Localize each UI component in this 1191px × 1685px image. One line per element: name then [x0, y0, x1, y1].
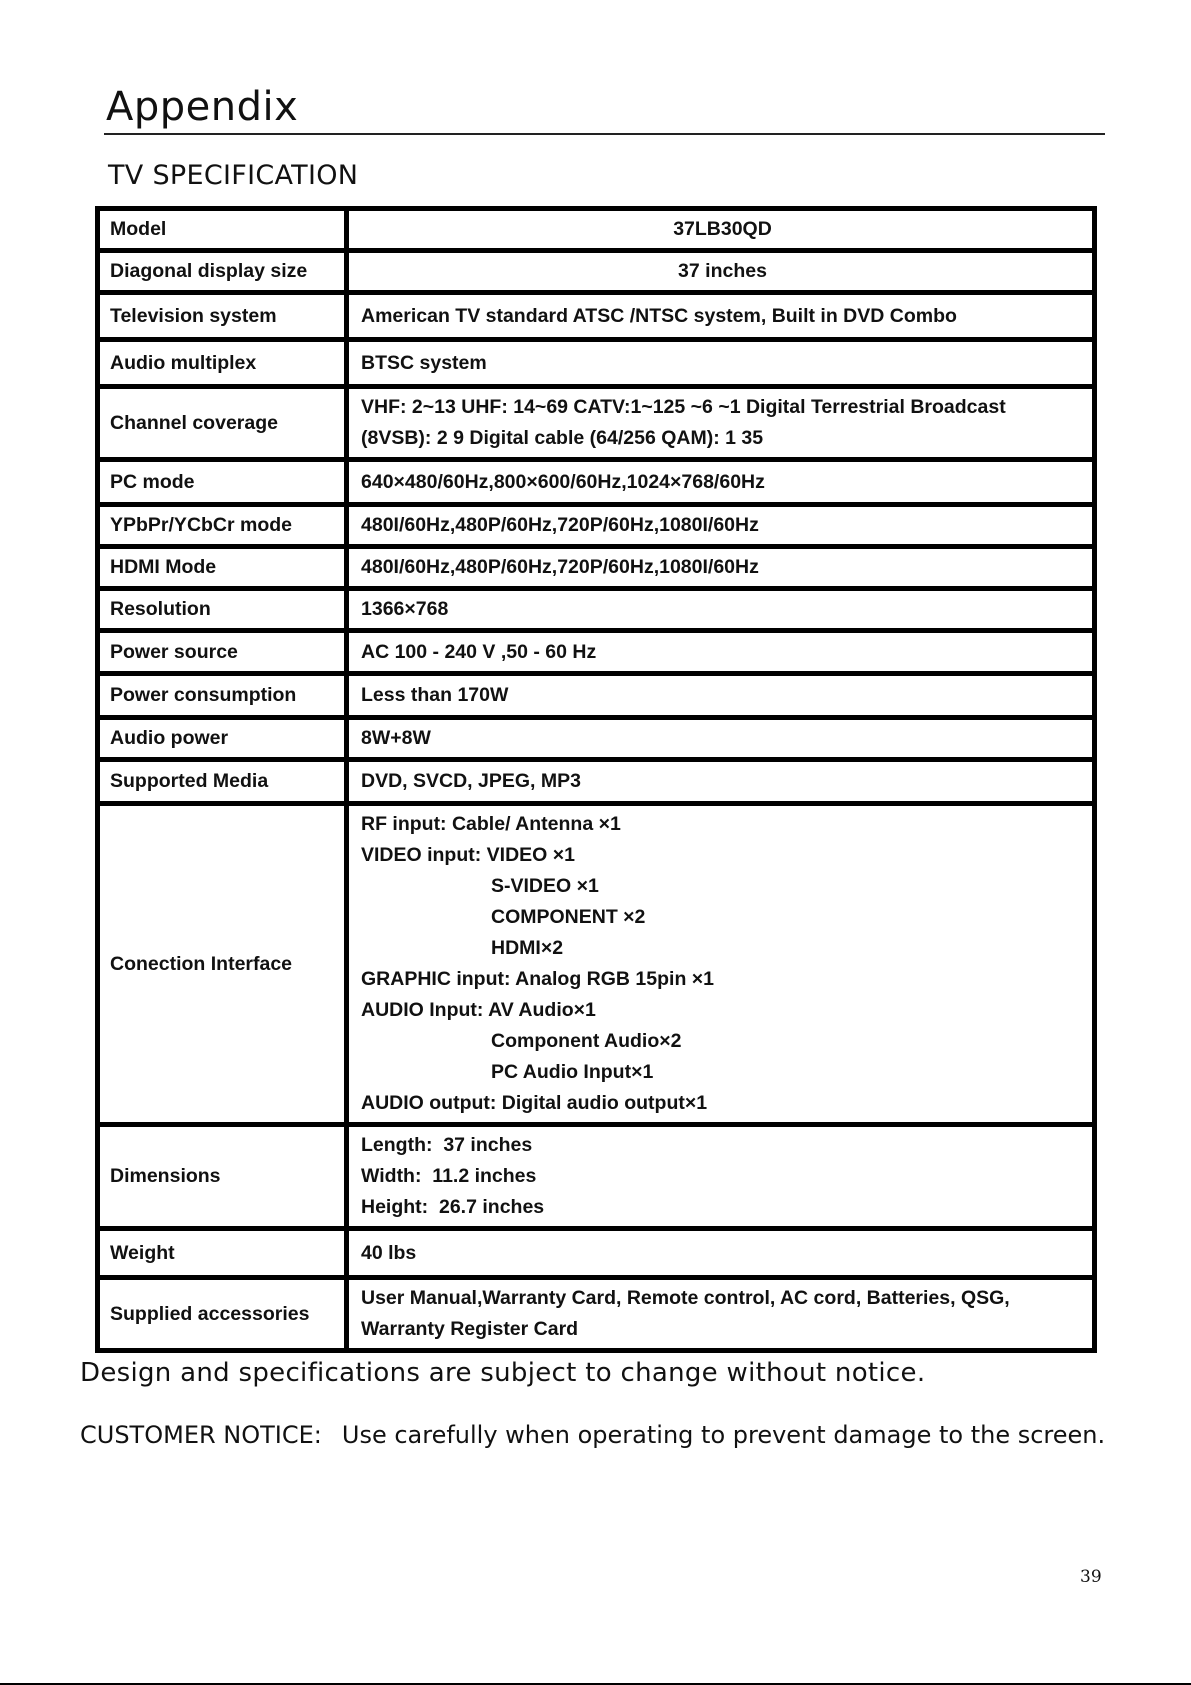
spec-row-supplied-accessories	[98, 1278, 1095, 1351]
spec-label: HDMI Mode	[98, 547, 347, 589]
spec-value-line: COMPONENT ×2	[491, 906, 646, 928]
spec-table	[95, 206, 1097, 1353]
spec-value	[347, 804, 1095, 1125]
page-number: 39	[1080, 1567, 1102, 1587]
spec-row-diagonal-display-size	[98, 251, 1095, 293]
spec-value	[347, 293, 1095, 340]
spec-value-line: RF input: Cable/ Antenna ×1	[361, 813, 621, 835]
spec-value	[347, 1278, 1095, 1351]
spec-value-line: VIDEO input: VIDEO ×1	[361, 844, 575, 866]
customer-notice-text: Use carefully when operating to prevent damage to the screen.	[341, 1421, 1106, 1449]
customer-notice-label: CUSTOMER NOTICE:	[80, 1421, 322, 1449]
spec-label: Television system	[98, 293, 347, 340]
spec-value-line: 480I/60Hz,480P/60Hz,720P/60Hz,1080I/60Hz	[361, 556, 759, 578]
spec-value-line: (8VSB): 2 9 Digital cable (64/256 QAM): 1 35	[361, 427, 764, 449]
spec-row-supported-media	[98, 760, 1095, 804]
spec-label: Power source	[98, 631, 347, 674]
spec-value-line: HDMI×2	[491, 937, 564, 959]
spec-value-line: VHF: 2~13 UHF: 14~69 CATV:1~125 ~6 ~1 Digital Terrestrial Broadcast	[361, 396, 1006, 418]
spec-value	[347, 340, 1095, 387]
spec-value	[347, 1229, 1095, 1278]
spec-row-pc-mode	[98, 460, 1095, 505]
spec-value-line: Warranty Register Card	[361, 1318, 579, 1340]
spec-value-line: PC Audio Input×1	[491, 1061, 654, 1083]
spec-label: Conection Interface	[98, 804, 347, 1125]
spec-value	[347, 631, 1095, 674]
spec-row-resolution	[98, 589, 1095, 631]
spec-label: Dimensions	[98, 1125, 347, 1229]
section-title: TV SPECIFICATION	[108, 160, 359, 191]
spec-label: Power consumption	[98, 674, 347, 718]
spec-value-line: AC 100 - 240 V ,50 - 60 Hz	[361, 640, 597, 663]
spec-row-model	[98, 209, 1095, 251]
spec-label: YPbPr/YCbCr mode	[98, 505, 347, 547]
spec-label: PC mode	[98, 460, 347, 505]
spec-row-connection-interface	[98, 804, 1095, 1125]
spec-value-line: User Manual,Warranty Card, Remote control, AC cord, Batteries, QSG,	[361, 1287, 1010, 1309]
spec-value-line: 8W+8W	[361, 727, 431, 749]
spec-row-audio-power	[98, 718, 1095, 760]
spec-value-line: Height: 26.7 inches	[361, 1196, 545, 1218]
spec-value-line: DVD, SVCD, JPEG, MP3	[361, 770, 581, 792]
spec-label: Model	[98, 209, 347, 251]
spec-row-dimensions	[98, 1125, 1095, 1229]
spec-value	[347, 547, 1095, 589]
spec-value-line: AUDIO Input: AV Audio×1	[361, 999, 596, 1021]
spec-value-line: GRAPHIC input: Analog RGB 15pin ×1	[361, 968, 714, 990]
spec-label: Supplied accessories	[98, 1278, 347, 1351]
title-divider	[104, 133, 1105, 135]
spec-value	[347, 460, 1095, 505]
spec-value	[347, 1125, 1095, 1229]
spec-value-line: 40 lbs	[361, 1241, 417, 1264]
spec-value-line: 37LB30QD	[673, 218, 772, 240]
spec-label: Supported Media	[98, 760, 347, 804]
spec-row-channel-coverage	[98, 387, 1095, 460]
spec-label: Audio power	[98, 718, 347, 760]
spec-value-line: 37 inches	[678, 260, 767, 282]
spec-value	[347, 505, 1095, 547]
spec-row-audio-multiplex	[98, 340, 1095, 387]
specification-disclaimer: Design and specifications are subject to change without notice.	[80, 1358, 926, 1388]
spec-label: Resolution	[98, 589, 347, 631]
spec-value-line: BTSC system	[361, 351, 487, 374]
spec-value-line: Length: 37 inches	[361, 1134, 533, 1156]
spec-value-line: AUDIO output: Digital audio output×1	[361, 1092, 708, 1114]
page-title: Appendix	[106, 84, 299, 130]
spec-value	[347, 209, 1095, 251]
spec-value-line: 640×480/60Hz,800×600/60Hz,1024×768/60Hz	[361, 470, 765, 493]
spec-value-line: S-VIDEO ×1	[491, 875, 599, 897]
spec-label: Channel coverage	[98, 387, 347, 460]
spec-value	[347, 760, 1095, 804]
spec-label: Audio multiplex	[98, 340, 347, 387]
spec-value-line: 1366×768	[361, 598, 449, 620]
spec-row-power-consumption	[98, 674, 1095, 718]
spec-row-power-source	[98, 631, 1095, 674]
spec-value	[347, 718, 1095, 760]
spec-value	[347, 251, 1095, 293]
spec-value-line: Less than 170W	[361, 684, 509, 706]
spec-value	[347, 387, 1095, 460]
spec-value	[347, 674, 1095, 718]
spec-value-line: American TV standard ATSC /NTSC system, Built in DVD Combo	[361, 304, 957, 327]
spec-row-hdmi-mode	[98, 547, 1095, 589]
spec-value-line: Component Audio×2	[491, 1030, 682, 1052]
spec-value	[347, 589, 1095, 631]
spec-value-line: Width: 11.2 inches	[361, 1165, 537, 1187]
customer-notice	[80, 1421, 1105, 1449]
spec-row-weight	[98, 1229, 1095, 1278]
spec-row-television-system	[98, 293, 1095, 340]
spec-row-ypbpr-mode	[98, 505, 1095, 547]
spec-label: Diagonal display size	[98, 251, 347, 293]
spec-label: Weight	[98, 1229, 347, 1278]
spec-value-line: 480I/60Hz,480P/60Hz,720P/60Hz,1080I/60Hz	[361, 514, 759, 536]
